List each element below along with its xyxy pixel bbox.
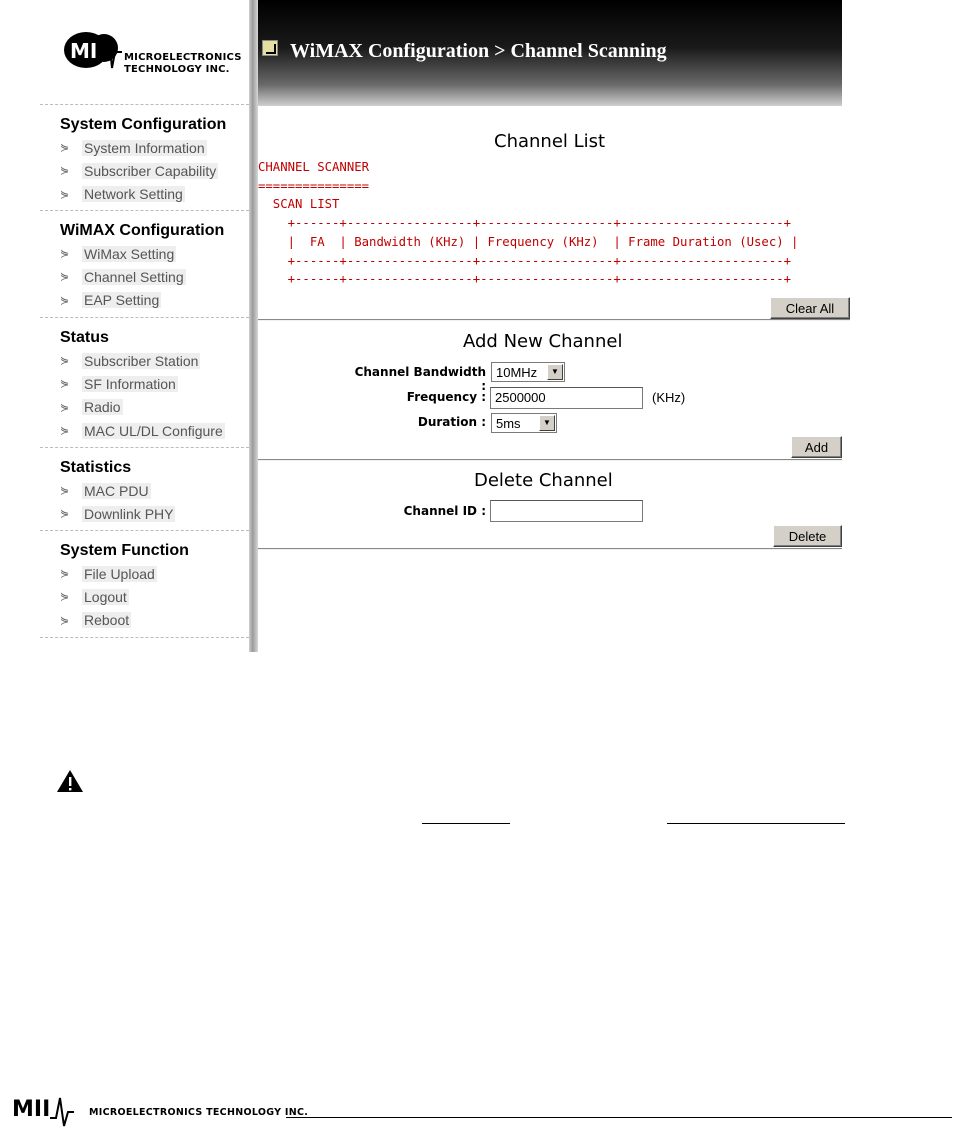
- chevron-right-icon: ⋟: [60, 294, 70, 307]
- section-title: Status: [60, 329, 109, 346]
- sidebar-item-file-upload[interactable]: ⋟ File Upload: [60, 565, 155, 582]
- sidebar-item-logout[interactable]: ⋟ Logout: [60, 588, 127, 605]
- divider: [258, 319, 850, 321]
- page-title: WiMAX Configuration > Channel Scanning: [290, 40, 667, 62]
- sidebar-item-mac-ul-dl-configure[interactable]: ⋟ MAC UL/DL Configure: [60, 422, 223, 439]
- chevron-right-icon: ⋟: [60, 355, 70, 368]
- menu-section-statistics: [40, 448, 249, 531]
- delete-channel-title: Delete Channel: [474, 470, 613, 491]
- scan-list-output: CHANNEL SCANNER =============== SCAN LIST +------+-----------------+------------------+----------------------+ | FA | Bandwidth (KHz) | Frequency (KHz) | Frame Duration (Usec) | +------+-----------------+------------------+----------------------+ +------+-----------------+------------------+----------------------+: [258, 160, 799, 287]
- chevron-right-icon: ⋟: [60, 165, 70, 178]
- sidebar-item-subscriber-capability[interactable]: ⋟ Subscriber Capability: [60, 162, 217, 179]
- sidebar-item-downlink-phy[interactable]: ⋟ Downlink PHY: [60, 505, 174, 522]
- sidebar-item-system-information[interactable]: ⋟ System Information: [60, 139, 205, 156]
- sidebar-item-mac-pdu[interactable]: ⋟ MAC PDU: [60, 482, 149, 499]
- footer-rule: [286, 1117, 952, 1118]
- menu-section-status: [40, 318, 249, 448]
- frequency-input[interactable]: 2500000: [490, 387, 643, 409]
- chevron-right-icon: ⋟: [60, 614, 70, 627]
- chevron-right-icon: ⋟: [60, 188, 70, 201]
- underline-rule: [422, 823, 510, 824]
- chevron-right-icon: ⋟: [60, 142, 70, 155]
- divider: [258, 459, 842, 461]
- sidebar-item-wimax-setting[interactable]: ⋟ WiMax Setting: [60, 245, 175, 262]
- menu-section-system-function: [40, 531, 249, 638]
- footer-company-name: MICROELECTRONICS TECHNOLOGY INC.: [89, 1107, 309, 1118]
- chevron-right-icon: ⋟: [60, 425, 70, 438]
- chevron-right-icon: ⋟: [60, 568, 70, 581]
- svg-text:MII: MII: [12, 1097, 51, 1122]
- chevron-down-icon[interactable]: ▼: [539, 415, 555, 431]
- sidebar-item-radio[interactable]: ⋟ Radio: [60, 399, 121, 416]
- warning-icon: [55, 768, 85, 794]
- sidebar: [40, 0, 250, 652]
- add-button[interactable]: Add: [791, 436, 842, 458]
- page-header: [258, 0, 842, 106]
- mtl-logo-icon: [60, 28, 122, 74]
- chevron-right-icon: ⋟: [60, 248, 70, 261]
- sidebar-item-sf-information[interactable]: ⋟ SF Information: [60, 375, 176, 392]
- channel-bandwidth-label: Channel Bandwidth :: [354, 365, 486, 393]
- channel-id-label: Channel ID :: [403, 504, 486, 518]
- channel-id-input[interactable]: [490, 500, 643, 522]
- chevron-right-icon: ⋟: [60, 378, 70, 391]
- chevron-right-icon: ⋟: [60, 485, 70, 498]
- add-channel-title: Add New Channel: [463, 331, 623, 352]
- section-title: System Function: [60, 542, 189, 559]
- menu-section-wimax-configuration: [40, 211, 249, 318]
- frequency-unit: (KHz): [652, 390, 686, 405]
- sidebar-item-network-setting[interactable]: ⋟ Network Setting: [60, 186, 183, 203]
- sidebar-item-channel-setting[interactable]: ⋟ Channel Setting: [60, 268, 184, 285]
- delete-button[interactable]: Delete: [773, 525, 842, 547]
- duration-label: Duration :: [417, 415, 486, 429]
- mtl-logo-icon: [12, 1092, 74, 1128]
- frequency-label: Frequency :: [406, 390, 486, 404]
- clear-all-button[interactable]: Clear All: [770, 297, 850, 319]
- channel-bandwidth-value: 10MHz: [496, 365, 538, 380]
- section-title: WiMAX Configuration: [60, 222, 225, 239]
- chevron-right-icon: ⋟: [60, 401, 70, 414]
- company-name: MICROELECTRONICS TECHNOLOGY INC.: [124, 52, 242, 75]
- channel-bandwidth-select[interactable]: [491, 362, 565, 382]
- svg-text:MI: MI: [70, 39, 98, 63]
- sidebar-item-eap-setting[interactable]: ⋟ EAP Setting: [60, 292, 160, 309]
- section-title: Statistics: [60, 459, 132, 476]
- chevron-right-icon: ⋟: [60, 591, 70, 604]
- section-title: System Configuration: [60, 116, 227, 133]
- company-logo: [40, 0, 249, 105]
- sidebar-divider: [249, 0, 258, 652]
- underline-rule: [667, 823, 845, 824]
- sidebar-item-reboot[interactable]: ⋟ Reboot: [60, 612, 130, 629]
- chevron-right-icon: ⋟: [60, 271, 70, 284]
- divider: [258, 548, 842, 550]
- duration-select[interactable]: [491, 413, 557, 433]
- duration-value: 5ms: [496, 416, 521, 431]
- sidebar-item-subscriber-station[interactable]: ⋟ Subscriber Station: [60, 352, 199, 369]
- channel-list-title: Channel List: [494, 131, 606, 152]
- menu-section-system-configuration: [40, 105, 249, 211]
- arrow-box-icon: [262, 40, 278, 56]
- chevron-down-icon[interactable]: ▼: [547, 364, 563, 380]
- chevron-right-icon: ⋟: [60, 508, 70, 521]
